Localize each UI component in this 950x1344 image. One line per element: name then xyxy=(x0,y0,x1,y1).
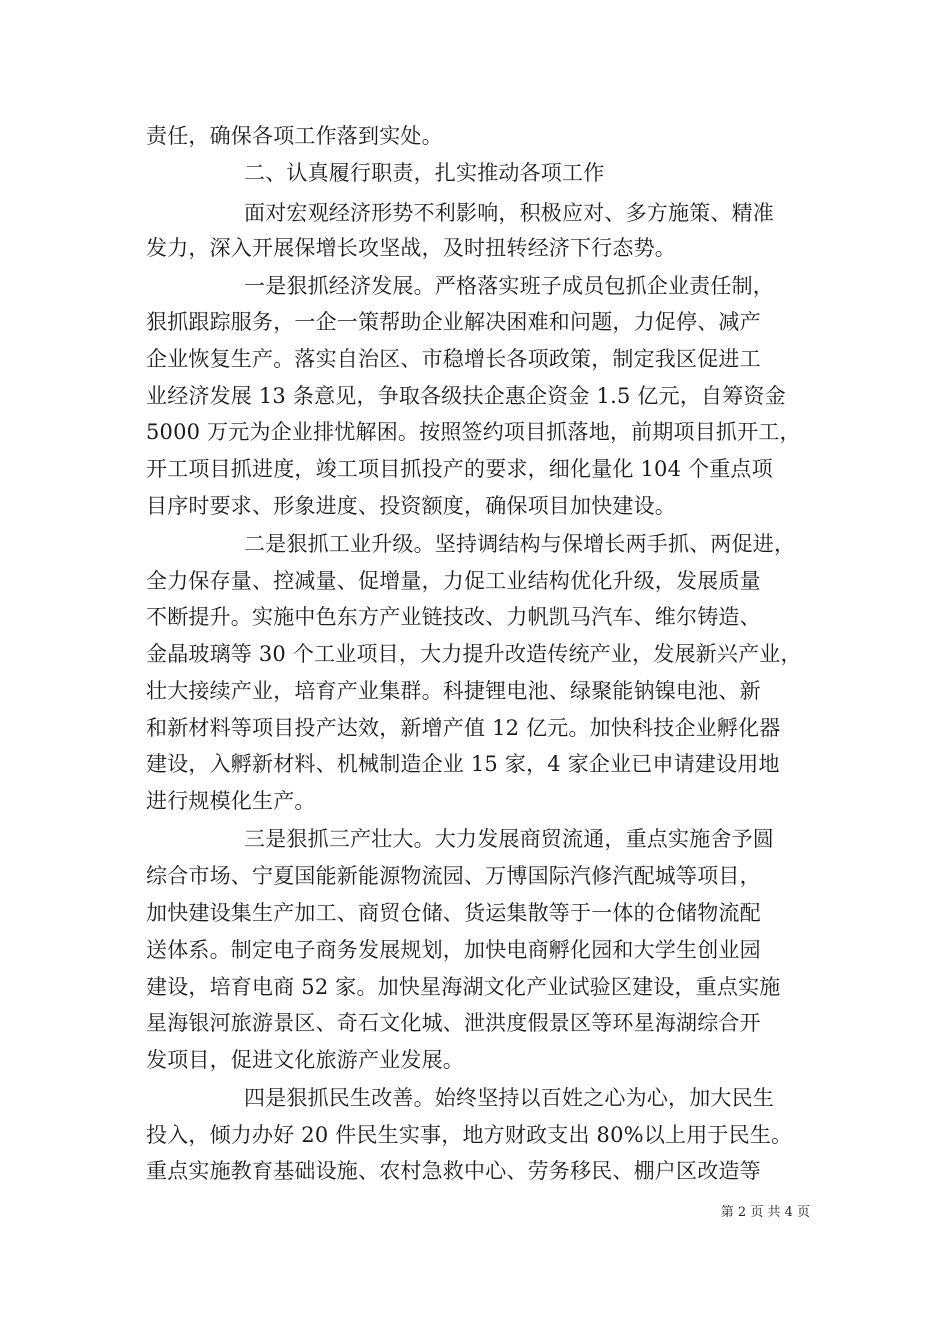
text-line-24: 建设，培育电商 52 家。加快星海湖文化产业试验区建设，重点实施 xyxy=(146,975,781,999)
text-line-20: 三是狠抓三产壮大。大力发展商贸流通，重点实施舍予圆 xyxy=(244,827,774,851)
text-line-11: 目序时要求、形象进度、投资额度，确保项目加快建设。 xyxy=(146,494,676,518)
text-line-15: 金晶玻璃等 30 个工业项目，大力提升改造传统产业，发展新兴产业， xyxy=(146,642,802,666)
text-line-25: 星海银河旅游景区、奇石文化城、泄洪度假景区等环星海湖综合开 xyxy=(146,1011,761,1035)
text-line-21: 综合市场、宁夏国能新能源物流园、万博国际汽修汽配城等项目， xyxy=(146,864,761,888)
text-line-5: 一是狠抓经济发展。严格落实班子成员包抓企业责任制， xyxy=(244,274,774,298)
text-line-13: 全力保存量、控减量、促增量，力促工业结构优化升级，发展质量 xyxy=(146,569,761,593)
text-line-14: 不断提升。实施中色东方产业链技改、力帆凯马汽车、维尔铸造、 xyxy=(146,605,761,629)
text-line-9: 5000 万元为企业排忧解困。按照签约项目抓落地，前期项目抓开工， xyxy=(146,420,801,444)
text-line-12: 二是狠抓工业升级。坚持调结构与保增长两手抓、两促进， xyxy=(244,532,796,556)
text-line-10: 开工项目抓进度，竣工项目抓投产的要求，细化量化 104 个重点项 xyxy=(146,457,773,481)
text-line-18: 建设，入孵新材料、机械制造企业 15 家，4 家企业已申请建设用地 xyxy=(146,752,780,776)
text-line-23: 送体系。制定电子商务发展规划，加快电商孵化园和大学生创业园 xyxy=(146,938,761,962)
text-line-28: 投入，倾力办好 20 件民生实事，地方财政支出 80%以上用于民生。 xyxy=(146,1123,793,1147)
text-line-7: 企业恢复生产。落实自治区、市稳增长各项政策，制定我区促进工 xyxy=(146,347,761,371)
text-line-29: 重点实施教育基础设施、农村急救中心、劳务移民、棚户区改造等 xyxy=(146,1159,761,1183)
text-line-8: 业经济发展 13 条意见，争取各级扶企惠企资金 1.5 亿元，自筹资金 xyxy=(146,384,786,408)
text-line-26: 发项目，促进文化旅游产业发展。 xyxy=(146,1048,464,1072)
text-line-19: 进行规模化生产。 xyxy=(146,789,316,813)
section-heading: 二、认真履行职责，扎实推动各项工作 xyxy=(244,161,605,185)
text-line-16: 壮大接续产业，培育产业集群。科捷锂电池、绿聚能钠镍电池、新 xyxy=(146,679,761,703)
text-line-4: 发力，深入开展保增长攻坚战，及时扭转经济下行态势。 xyxy=(146,236,676,260)
text-line-6: 狠抓跟踪服务，一企一策帮助企业解决困难和问题，力促停、减产 xyxy=(146,310,761,334)
text-line-22: 加快建设集生产加工、商贸仓储、货运集散等于一体的仓储物流配 xyxy=(146,901,761,925)
text-line-27: 四是狠抓民生改善。始终坚持以百姓之心为心，加大民生 xyxy=(244,1086,774,1110)
text-line-17: 和新材料等项目投产达效，新增产值 12 亿元。加快科技企业孵化器 xyxy=(146,716,781,740)
text-line-3: 面对宏观经济形势不利影响，积极应对、多方施策、精准 xyxy=(244,201,774,225)
text-line-1: 责任，确保各项工作落到实处。 xyxy=(146,124,443,148)
page-number: 第 2 页 共 4 页 xyxy=(720,1205,810,1220)
